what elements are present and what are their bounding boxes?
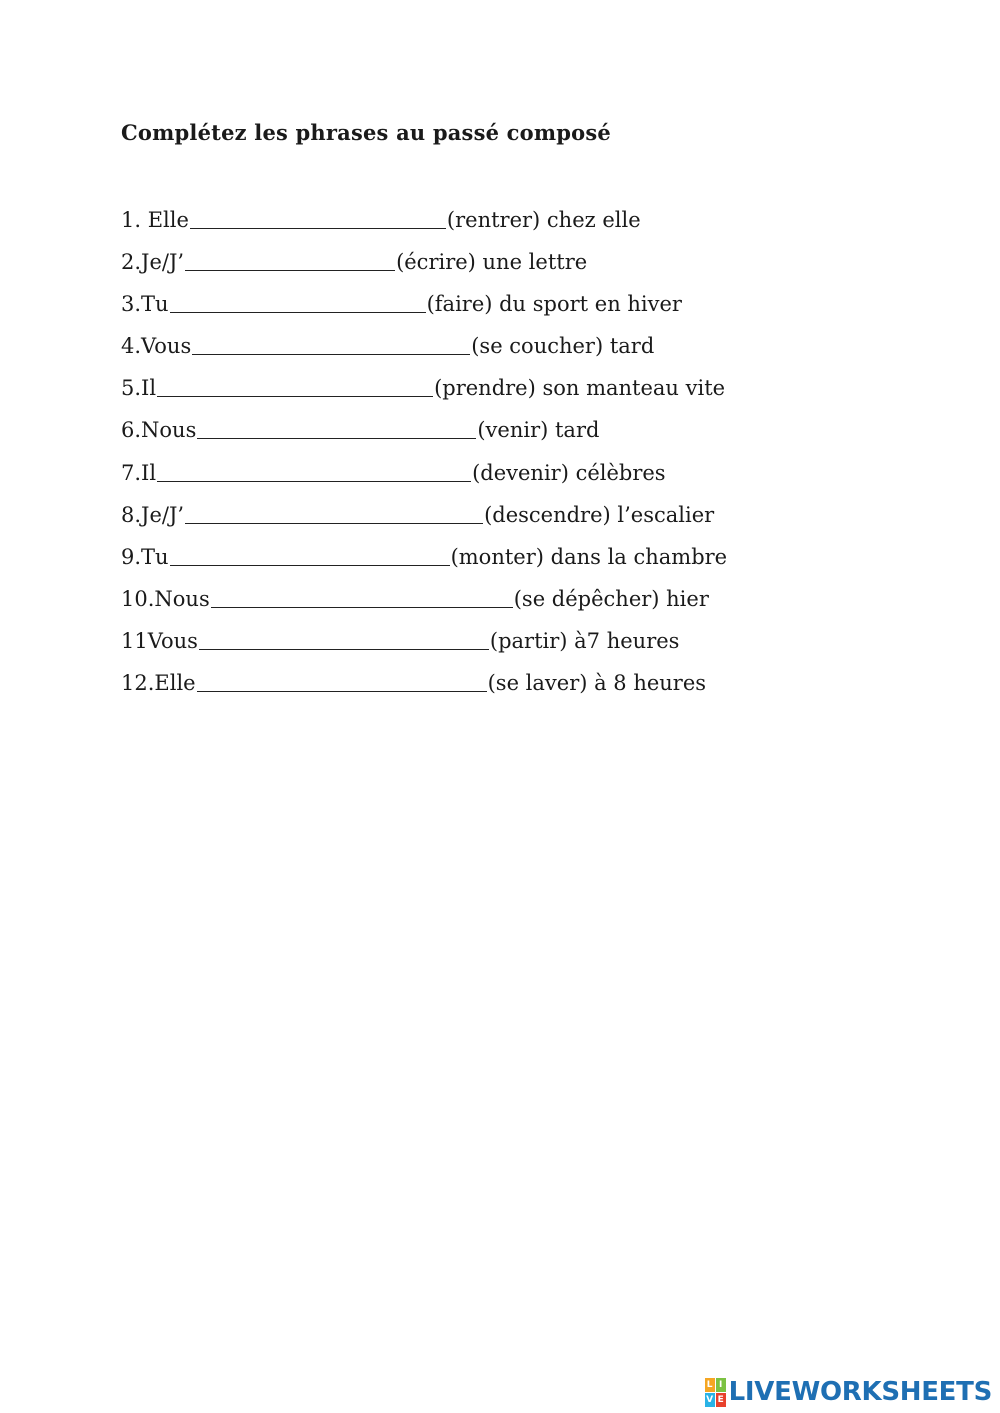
item-suffix: (se dépêcher) hier xyxy=(513,586,709,611)
exercise-item-5 xyxy=(121,371,727,413)
exercise-item-3 xyxy=(121,287,727,329)
item-suffix: (venir) tard xyxy=(477,418,600,443)
answer-blank[interactable] xyxy=(192,332,470,355)
answer-blank[interactable] xyxy=(197,669,487,692)
item-prefix: 9.Tu xyxy=(121,544,169,569)
item-prefix: 6.Nous xyxy=(121,418,197,443)
exercise-item-8 xyxy=(121,498,727,540)
item-suffix: (devenir) célèbres xyxy=(472,460,666,485)
item-prefix: 2.Je/J’ xyxy=(121,250,185,275)
answer-blank[interactable] xyxy=(185,248,395,271)
item-suffix: (prendre) son manteau vite xyxy=(434,376,726,401)
answer-blank[interactable] xyxy=(170,543,450,566)
answer-blank[interactable] xyxy=(170,290,426,313)
item-prefix: 8.Je/J’ xyxy=(121,502,185,527)
exercise-item-11 xyxy=(121,624,727,666)
item-suffix: (faire) du sport en hiver xyxy=(426,292,682,317)
item-suffix: (descendre) l’escalier xyxy=(484,502,715,527)
exercise-item-6 xyxy=(121,413,727,455)
answer-blank[interactable] xyxy=(211,585,513,608)
answer-blank[interactable] xyxy=(185,501,483,524)
item-prefix: 7.Il xyxy=(121,460,157,485)
exercise-item-2 xyxy=(121,245,727,287)
item-prefix: 5.Il xyxy=(121,376,157,401)
item-prefix: 12.Elle xyxy=(121,671,196,696)
answer-blank[interactable] xyxy=(199,627,489,650)
answer-blank[interactable] xyxy=(157,374,433,397)
exercise-item-9 xyxy=(121,540,727,582)
live-logo-icon: L I V E xyxy=(706,1379,724,1405)
answer-blank[interactable] xyxy=(197,416,476,439)
item-prefix: 1. Elle xyxy=(121,208,189,232)
item-prefix: 3.Tu xyxy=(121,292,169,317)
logo-wordmark: LIVEWORKSHEETS xyxy=(728,1377,992,1407)
exercise-item-12 xyxy=(121,666,727,708)
item-suffix: (monter) dans la chambre xyxy=(450,544,728,569)
exercise-item-4 xyxy=(121,329,727,371)
exercise-item-1 xyxy=(121,203,727,245)
item-suffix: (se laver) à 8 heures xyxy=(487,671,707,696)
item-prefix: 4.Vous xyxy=(121,334,192,359)
liveworksheets-logo xyxy=(705,1376,992,1408)
worksheet-title: Complétez les phrases au passé composé xyxy=(121,120,611,145)
item-suffix: (partir) à7 heures xyxy=(489,628,680,653)
answer-blank[interactable] xyxy=(157,459,471,482)
item-suffix: (rentrer) chez elle xyxy=(446,208,641,232)
item-prefix: 11Vous xyxy=(121,628,198,653)
item-prefix: 10.Nous xyxy=(121,586,210,611)
exercise-item-7 xyxy=(121,456,727,498)
answer-blank[interactable] xyxy=(190,206,446,229)
exercise-item-10 xyxy=(121,582,727,624)
item-suffix: (écrire) une lettre xyxy=(396,250,588,275)
exercise-list xyxy=(121,203,727,708)
item-suffix: (se coucher) tard xyxy=(471,334,655,359)
